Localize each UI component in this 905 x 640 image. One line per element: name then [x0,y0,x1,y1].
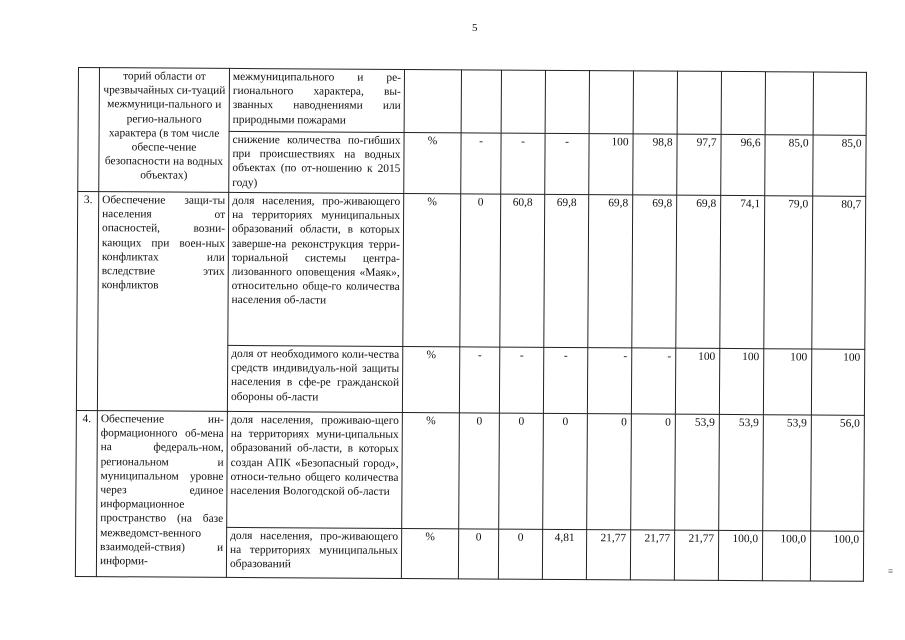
value-cell: 60,8 [500,194,545,347]
unit-cell [404,69,461,132]
unit-cell: % [403,193,461,346]
value-cell: 53,9 [763,415,812,531]
value-cell: 69,8 [632,195,677,348]
value-cell: - [501,133,545,194]
value-cell: 56,0 [811,415,865,531]
row-number [78,68,100,192]
value-cell: 96,6 [721,134,765,195]
value-cell: 100 [763,349,811,415]
value-cell: 21,77 [586,530,630,580]
value-cell: 85,0 [813,135,866,196]
unit-cell: % [401,528,458,578]
value-cell [633,71,677,134]
value-cell: 100,0 [762,531,810,581]
value-cell: 79,0 [764,196,813,349]
indicator-cell: доля населения, проживаю-щего на территориях муни-ципальных образований об-ласти, в которых создан АПК «Безопасный город», относи-тельно общего количества населения Вологодской об-ласти [227,411,403,528]
value-cell: 21,77 [674,530,718,580]
value-cell [677,71,721,134]
indicators-table [75,67,867,582]
page-number: 5 [472,22,478,34]
value-cell: 74,1 [720,195,765,348]
value-cell: 69,8 [588,195,633,348]
value-cell: - [499,347,543,413]
value-cell: 97,7 [677,134,721,195]
table-row [78,68,866,136]
value-cell: - [459,347,499,413]
unit-cell: % [404,132,461,193]
value-cell: 4,81 [542,529,586,579]
document-table-wrapper [75,67,867,582]
value-cell [589,71,633,134]
row-number: 3. [76,192,98,411]
value-cell: 53,9 [675,414,720,530]
value-cell: 0 [498,529,542,579]
value-cell: 0 [543,413,588,529]
indicator-cell: межмуниципального и ре-гионального характера, вы-званных наводнениями или природными пожарами [229,68,404,132]
value-cell: - [587,348,631,414]
value-cell: 100 [811,349,864,415]
unit-cell: % [402,412,460,528]
value-cell: 100,0 [810,531,863,581]
value-cell: 80,7 [812,196,866,349]
row-number: 4. [75,410,97,576]
value-cell: 53,9 [719,414,764,530]
value-cell: 0 [459,413,500,529]
value-cell: - [545,133,589,194]
task-cell: Обеспечение ин-формационного об-мена на федераль-ном, региональном и муниципальном уровне через единое информационное пространство (на базе межведомст-венного взаимодей-ствия) и информи- [96,411,227,578]
indicator-cell: доля населения, про-живающего на территориях муниципальных образований [226,527,401,578]
value-cell: 0 [458,529,498,579]
value-cell: 100 [719,348,763,414]
value-cell: 98,8 [633,134,677,195]
value-cell: 0 [587,414,632,530]
indicator-cell: снижение количества по-гибших при происшествиях на водных объектах (по от-ношению к 2015 году) [229,131,404,193]
indicator-cell: доля населения, про-живающего на территориях муниципальных образований области, в которых заверше-на реконструкция терри-ториальной системы центра-лизованного оповещения «Маяк», относительно обще-го количества населения об-ласти [228,192,404,346]
value-cell: 85,0 [765,135,813,196]
value-cell: 100 [675,348,719,414]
value-cell: 0 [631,414,676,530]
unit-cell: % [402,346,459,412]
task-cell: торий области от чрезвычайных си-туаций межмуници-пального и регио-нального характера (в том числе обеспе-чение безопасности на водных объектах) [99,68,230,193]
value-cell: - [461,133,501,194]
value-cell: 21,77 [630,530,674,580]
value-cell: 100,0 [718,530,762,580]
value-cell [721,71,765,134]
value-cell: 100 [589,134,633,195]
value-cell: 0 [460,194,501,347]
value-cell: 69,8 [676,195,721,348]
value-cell [765,72,813,135]
value-cell [461,70,501,133]
value-cell [545,70,589,133]
table-row [76,410,865,531]
value-cell [813,72,866,135]
table-row [77,192,866,350]
indicator-cell: доля от необходимого коли-чества средств индивидуаль-ной защиты населения в сфе-ре гражданской обороны об-ласти [227,345,402,412]
value-cell: 0 [499,413,544,529]
value-cell [501,70,545,133]
value-cell: 69,8 [544,194,589,347]
value-cell: - [631,348,675,414]
task-cell: Обеспечение защи-ты населения от опасностей, возни-кающих при воен-ных конфликтах или вследствие этих конфликтов [97,192,228,412]
margin-mark: ≡ [888,566,894,576]
value-cell: - [543,347,587,413]
